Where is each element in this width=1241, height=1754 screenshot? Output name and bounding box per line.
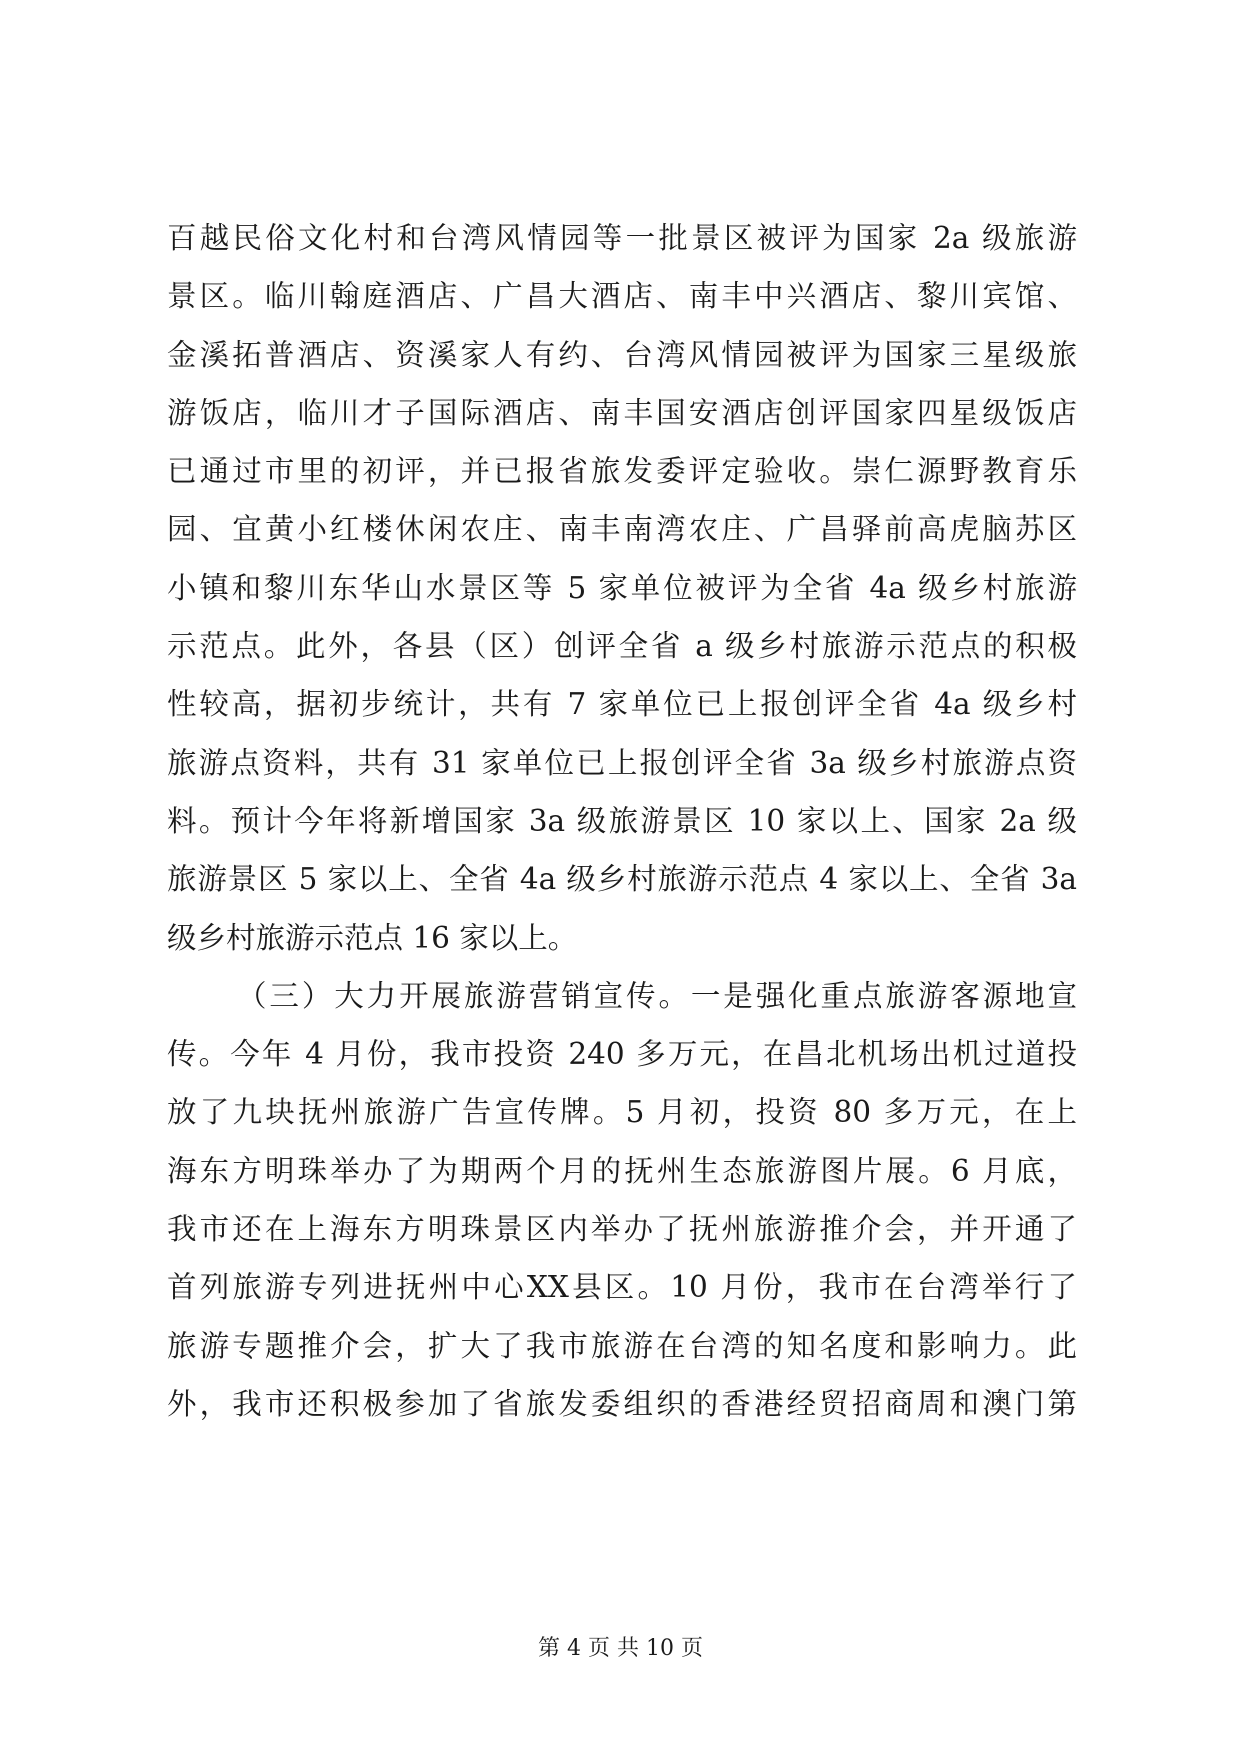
text-line: 金溪拓普酒店、资溪家人有约、台湾风情园被评为国家三星级旅 bbox=[167, 337, 1077, 372]
text-line: 示范点。此外，各县（区）创评全省 a 级乡村旅游示范点的积极 bbox=[167, 629, 1077, 664]
text-line: 百越民俗文化村和台湾风情园等一批景区被评为国家 2a 级旅游 bbox=[167, 221, 1077, 255]
text-line: 游饭店，临川才子国际酒店、南丰国安酒店创评国家四星级饭店 bbox=[167, 395, 1077, 430]
text-line: 旅游点资料，共有 31 家单位已上报创评全省 3a 级乡村旅游点资 bbox=[167, 745, 1077, 780]
text-line: 首列旅游专列进抚州中心XX县区。10 月份，我市在台湾举行了 bbox=[167, 1270, 1077, 1305]
text-line: 旅游景区 5 家以上、全省 4a 级乡村旅游示范点 4 家以上、全省 3a bbox=[167, 862, 1077, 897]
text-line: 外，我市还积极参加了省旅发委组织的香港经贸招商周和澳门第 bbox=[167, 1386, 1077, 1421]
text-line: 海东方明珠举办了为期两个月的抚州生态旅游图片展。6 月底， bbox=[167, 1153, 1077, 1188]
paragraph-end-line: 级乡村旅游示范点 16 家以上。 bbox=[167, 920, 578, 955]
page-number-footer: 第 4 页 共 10 页 bbox=[538, 1636, 703, 1661]
text-line: 传。今年 4 月份，我市投资 240 多万元，在昌北机场出机过道投 bbox=[167, 1037, 1077, 1072]
text-line: 性较高，据初步统计，共有 7 家单位已上报创评全省 4a 级乡村 bbox=[167, 687, 1077, 722]
section-heading-line: （三）大力开展旅游营销宣传。一是强化重点旅游客源地宣 bbox=[237, 978, 1077, 1013]
text-line: 我市还在上海东方明珠景区内举办了抚州旅游推介会，并开通了 bbox=[167, 1212, 1077, 1247]
text-line: 园、宜黄小红楼休闲农庄、南丰南湾农庄、广昌驿前高虎脑苏区 bbox=[167, 512, 1077, 547]
text-line: 小镇和黎川东华山水景区等 5 家单位被评为全省 4a 级乡村旅游 bbox=[167, 570, 1077, 605]
text-line: 已通过市里的初评，并已报省旅发委评定验收。崇仁源野教育乐 bbox=[167, 454, 1077, 489]
text-line: 景区。临川翰庭酒店、广昌大酒店、南丰中兴酒店、黎川宾馆、 bbox=[167, 279, 1077, 314]
text-line: 料。预计今年将新增国家 3a 级旅游景区 10 家以上、国家 2a 级 bbox=[167, 803, 1077, 838]
body-text bbox=[167, 209, 1077, 1433]
text-line: 放了九块抚州旅游广告宣传牌。5 月初，投资 80 多万元，在上 bbox=[167, 1095, 1077, 1130]
text-line: 旅游专题推介会，扩大了我市旅游在台湾的知名度和影响力。此 bbox=[167, 1328, 1077, 1363]
